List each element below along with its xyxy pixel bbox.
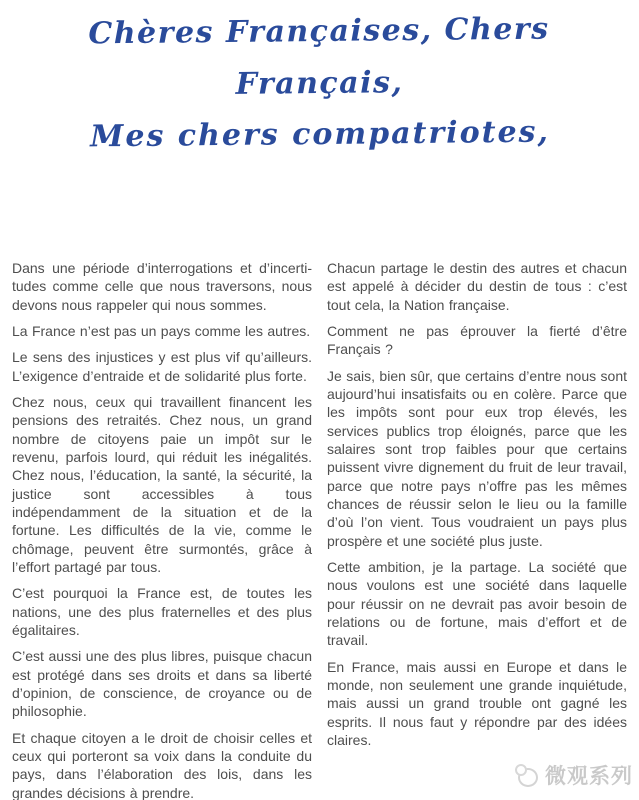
left-column bbox=[12, 259, 312, 800]
salutation-line-2: Mes chers compatriotes, bbox=[90, 114, 551, 155]
letter-body bbox=[12, 259, 628, 800]
salutation-line-1: Chères Françaises, Chers Français, bbox=[88, 11, 550, 102]
watermark-text: 微观系列 bbox=[545, 764, 633, 788]
right-column bbox=[327, 259, 627, 800]
paragraph: La France n’est pas un pays comme les autres. bbox=[12, 322, 311, 339]
paragraph: Je sais, bien sûr, que certains d’entre nous sont aujourd’hui insatisfaits ou en colère. Parce que les impôts sont pour eux trop élevés, les services publics trop éloignés, parce que les salaires sont trop faibles pour que certains puissent vivre dignement du fruit de leur travail, parce que notre pays n’offre pas les mêmes chances de réussir selon le lieu ou la famille d’où l’on vient. Tous voudraient un pays plus prospère et une société plus juste. bbox=[327, 367, 627, 549]
paragraph: Dans une période d’interrogations et d’incertitudes comme celle que nous traversons, nous devons nous rappeler qui nous sommes. bbox=[12, 260, 312, 313]
paragraph: Comment ne pas éprouver la fierté d’être Français ? bbox=[327, 322, 627, 358]
paragraph: C’est aussi une des plus libres, puisque chacun est protégé dans ses droits et dans sa liberté d’opinion, de conscience, de croyance ou de philosophie. bbox=[12, 648, 312, 720]
paragraph: C’est pourquoi la France est, de toutes les nations, une des plus fraternelles et des plus égalitaires. bbox=[12, 585, 312, 638]
paragraph: En France, mais aussi en Europe et dans le monde, non seulement une grande inquiétude, mais aussi un grand trouble ont gagné les esprits. Il nous faut y répondre par des idées claires. bbox=[327, 658, 627, 748]
paragraph: Le sens des injustices y est plus vif qu’ailleurs. L’exigence d’entraide et de solidarité plus forte. bbox=[12, 349, 312, 384]
paragraph: Cette ambition, je la partage. La société que nous voulons est une société dans laquelle pour réussir on ne devrait pas avoir besoin de relations ou de fortune, mais d’effort et de travail. bbox=[327, 558, 627, 649]
paragraph: Et chaque citoyen a le droit de choisir celles et ceux qui porteront sa voix dans la conduite du pays, dans l’élaboration des lois, dans les grandes décisions à prendre. bbox=[12, 729, 312, 800]
paragraph: Chez nous, ceux qui travaillent financent les pensions des retraités. Chez nous, un grand nombre de citoyens paie un impôt sur le revenu, parfois lourd, qui réduit les inégalités. Chez nous, l’éducation, la santé, la sécurité, la justice sont accessibles à tous indépendamment de la situation et de la fortune. Les difficultés de la vie, comme le chômage, peuvent être surmontés, grâce à l’effort partagé par tous. bbox=[12, 393, 312, 575]
handwritten-salutation bbox=[0, 3, 639, 164]
watermark bbox=[515, 760, 633, 790]
paragraph: Chacun partage le destin des autres et chacun est appelé à décider du destin de tous : c’est tout cela, la Nation française. bbox=[327, 260, 627, 313]
circle-logo-icon bbox=[515, 764, 539, 786]
